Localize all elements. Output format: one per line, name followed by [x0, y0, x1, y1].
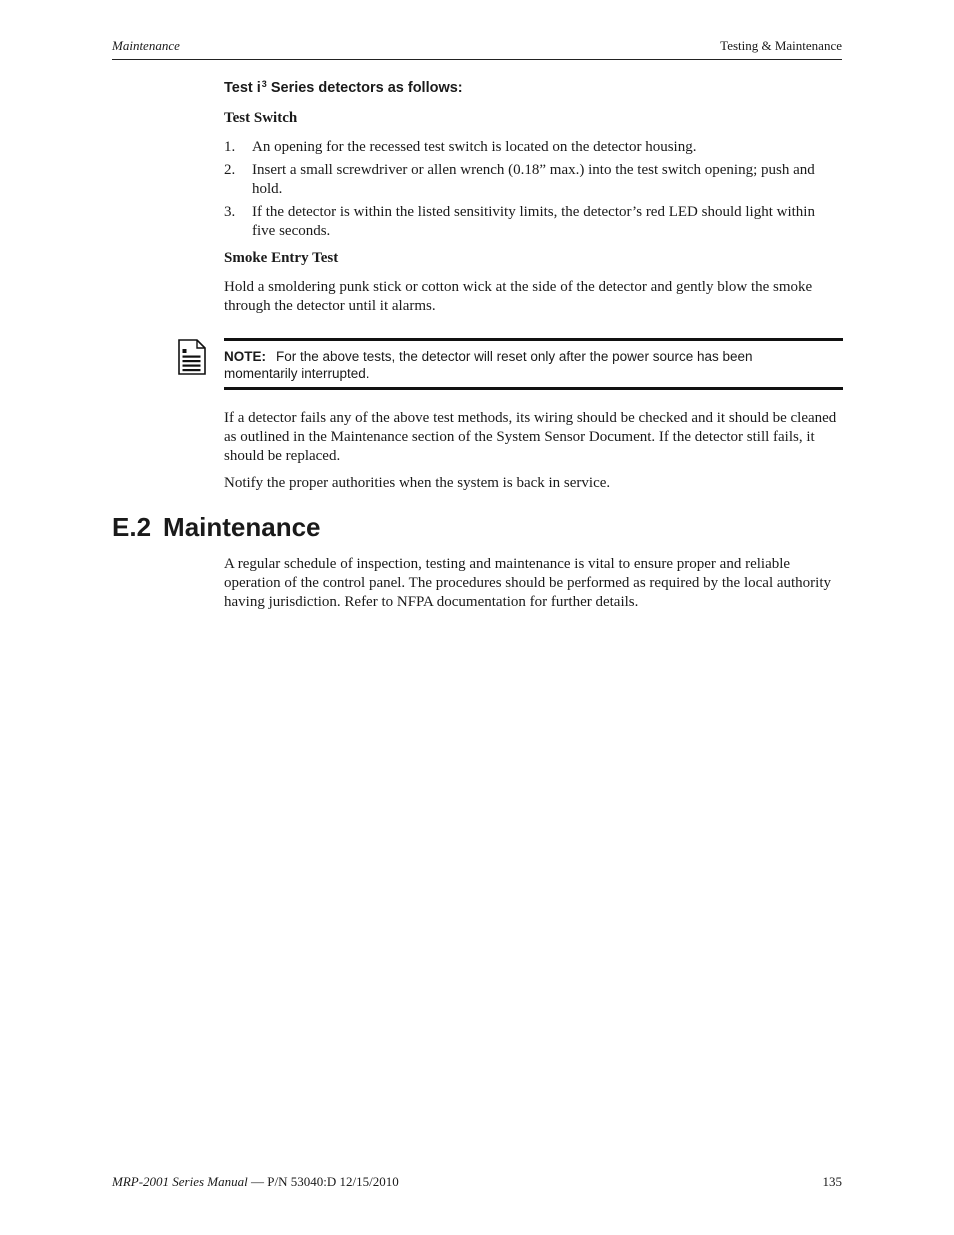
failure-paragraph: If a detector fails any of the above test methods, its wiring should be checked and it should be cleaned as outlined in the Maintenance section of the System Sensor Document. If the detector still fails, it should be replaced. [224, 410, 837, 464]
header-chapter-name: Testing & Maintenance [720, 38, 842, 53]
list-item-text: If the detector is within the listed sensitivity limits, the detector’s red LED should light within five seconds. [252, 204, 815, 239]
section-number: E.2 [112, 512, 152, 542]
footer-part-number: — P/N 53040:D 12/15/2010 [247, 1174, 399, 1189]
footer-document-info [112, 1174, 399, 1190]
intro-heading [224, 79, 463, 96]
intro-heading-before: Test i [224, 80, 261, 96]
note-label: NOTE: [224, 349, 266, 364]
intro-heading-after: Series detectors as follows: [266, 80, 463, 96]
list-item-text: Insert a small screwdriver or allen wrench (0.18” max.) into the test switch opening; push and hold. [252, 162, 815, 197]
smoke-entry-text: Hold a smoldering punk stick or cotton wick at the side of the detector and gently blow the smoke through the detector until it alarms. [224, 279, 813, 314]
note-content [224, 348, 824, 382]
header-section-name: Maintenance [112, 38, 180, 53]
note-box [224, 338, 843, 390]
test-switch-heading: Test Switch [224, 110, 298, 126]
list-item [224, 203, 842, 241]
notify-paragraph: Notify the proper authorities when the system is back in service. [224, 475, 611, 491]
section-title [112, 512, 321, 543]
list-item [224, 161, 842, 199]
list-item [224, 138, 842, 157]
list-item-text: An opening for the recessed test switch is located on the detector housing. [252, 139, 697, 155]
section-title-text: Maintenance [163, 512, 321, 542]
note-text: For the above tests, the detector will reset only after the power source has been momentarily interrupted. [224, 349, 753, 381]
intro-heading-superscript: 3 [261, 79, 267, 89]
list-item-number: 1. [224, 139, 236, 155]
test-switch-steps [224, 138, 842, 245]
footer-manual-name: MRP-2001 Series Manual [112, 1174, 248, 1189]
page-number: 135 [822, 1174, 842, 1189]
smoke-entry-heading: Smoke Entry Test [224, 250, 339, 266]
maintenance-paragraph: A regular schedule of inspection, testing and maintenance is vital to ensure proper and reliable operation of the control panel. The procedures should be performed as required by the local authority having jurisdiction. Refer to NFPA documentation for further details. [224, 556, 832, 610]
list-item-number: 3. [224, 204, 236, 220]
list-item-number: 2. [224, 162, 236, 178]
note-page-icon [178, 339, 206, 375]
page-header [112, 38, 842, 60]
